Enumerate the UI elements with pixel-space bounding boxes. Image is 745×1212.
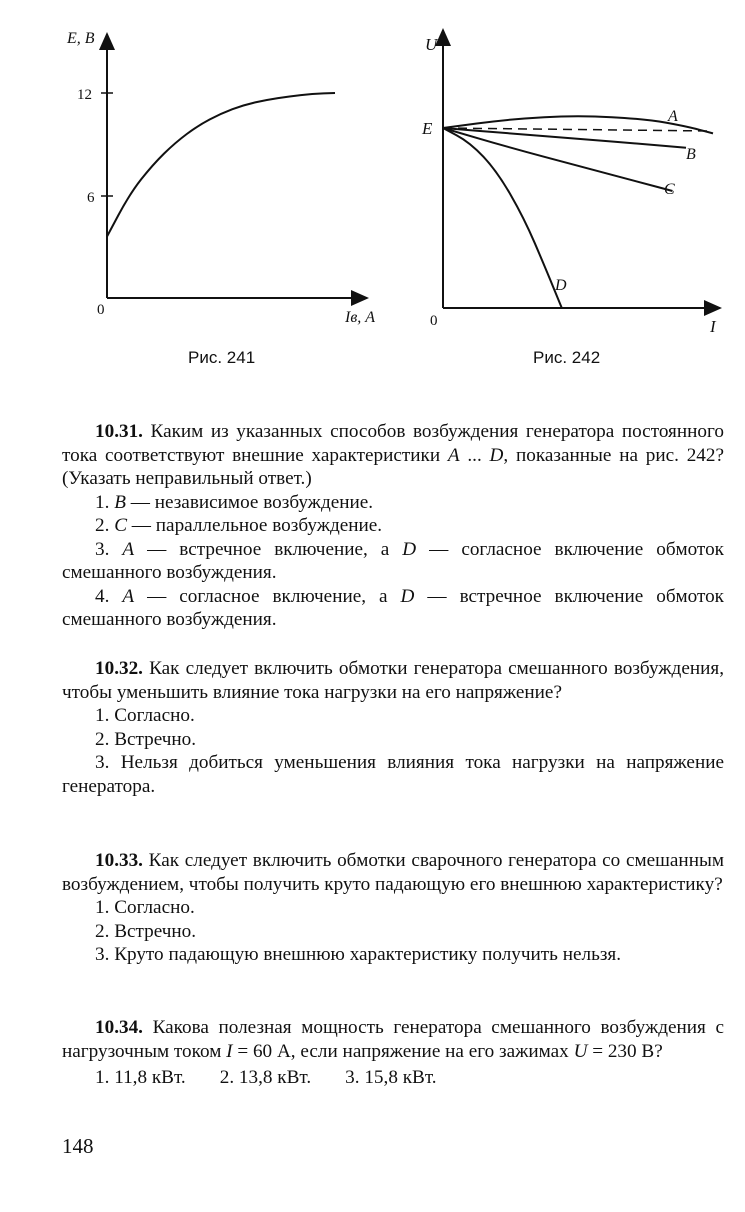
question-10-32 — [62, 657, 724, 798]
option-2: 2. C — параллельное возбуждение. — [95, 515, 383, 536]
option-3: 3. Круто падающую внешнюю характеристику получить нельзя. — [95, 944, 622, 965]
option-3: 3. 15,8 кВт. — [345, 1067, 437, 1088]
question-text: 10.34. Какова полезная мощность генератора смешанного возбуждения с нагрузочным током I = 60 А, если напряжение на его зажимах U = 230 В? — [62, 1017, 724, 1062]
e-label: E — [422, 119, 433, 138]
option-3: 3. Нельзя добиться уменьшения влияния тока нагрузки на напряжение генератора. — [62, 752, 724, 797]
tick-label-6: 6 — [87, 190, 95, 206]
question-10-31 — [62, 420, 724, 632]
option-2: 2. Встречно. — [95, 920, 197, 942]
question-10-34 — [62, 1016, 724, 1090]
tick-label-12: 12 — [77, 87, 92, 103]
origin-label: 0 — [97, 302, 105, 318]
excitation-curve — [107, 93, 335, 237]
curve-label-b: B — [686, 146, 696, 163]
option-1: 1. B — независимое возбуждение. — [95, 491, 374, 513]
option-1: 1. Согласно. — [95, 705, 195, 726]
option-3: 3. A — встречное включение, а D — согласное включение обмоток смешанного возбуждения. — [62, 538, 724, 583]
x-axis-label: Iв, А — [345, 309, 376, 326]
curve-label-a: A — [668, 108, 678, 125]
question-text: 10.32. Как следует включить обмотки генератора смешанного возбуждения, чтобы уменьшить влияние тока нагрузки на его напряжение? — [62, 658, 724, 703]
figure-242-caption: Рис. 242 — [533, 348, 601, 367]
answer-options — [62, 1066, 724, 1090]
i-axis-label: I — [710, 317, 716, 336]
option-2: 2. 13,8 кВт. — [219, 1067, 312, 1088]
question-10-33 — [62, 849, 724, 967]
curve-d — [443, 128, 562, 308]
figure-242-chart — [410, 20, 730, 340]
option-2: 2. Встречно. — [95, 728, 197, 750]
page-number: 148 — [62, 1134, 94, 1158]
figure-241-chart — [55, 20, 395, 330]
option-4: 4. A — согласное включение, а D — встречное включение обмоток смешанного возбуждения. — [62, 585, 724, 630]
option-1: 1. 11,8 кВт. — [95, 1067, 186, 1088]
option-1: 1. Согласно. — [95, 897, 195, 918]
question-text: 10.31. Каким из указанных способов возбуждения генератора постоянного тока соответствуют внешние характеристики A ... D, показанные на рис. 242? (Указать неправильный ответ.) — [62, 421, 724, 489]
question-text: 10.33. Как следует включить обмотки сварочного генератора со смешанным возбуждением, чтобы получить круто падающую его внешнюю характеристику? — [62, 850, 724, 895]
curve-label-c: C — [664, 181, 675, 198]
curve-label-d: D — [555, 277, 567, 294]
origin-label: 0 — [430, 313, 438, 329]
y-axis-label: E, В — [67, 30, 95, 47]
u-axis-label: U — [425, 35, 438, 54]
figure-241-caption: Рис. 241 — [188, 348, 256, 367]
